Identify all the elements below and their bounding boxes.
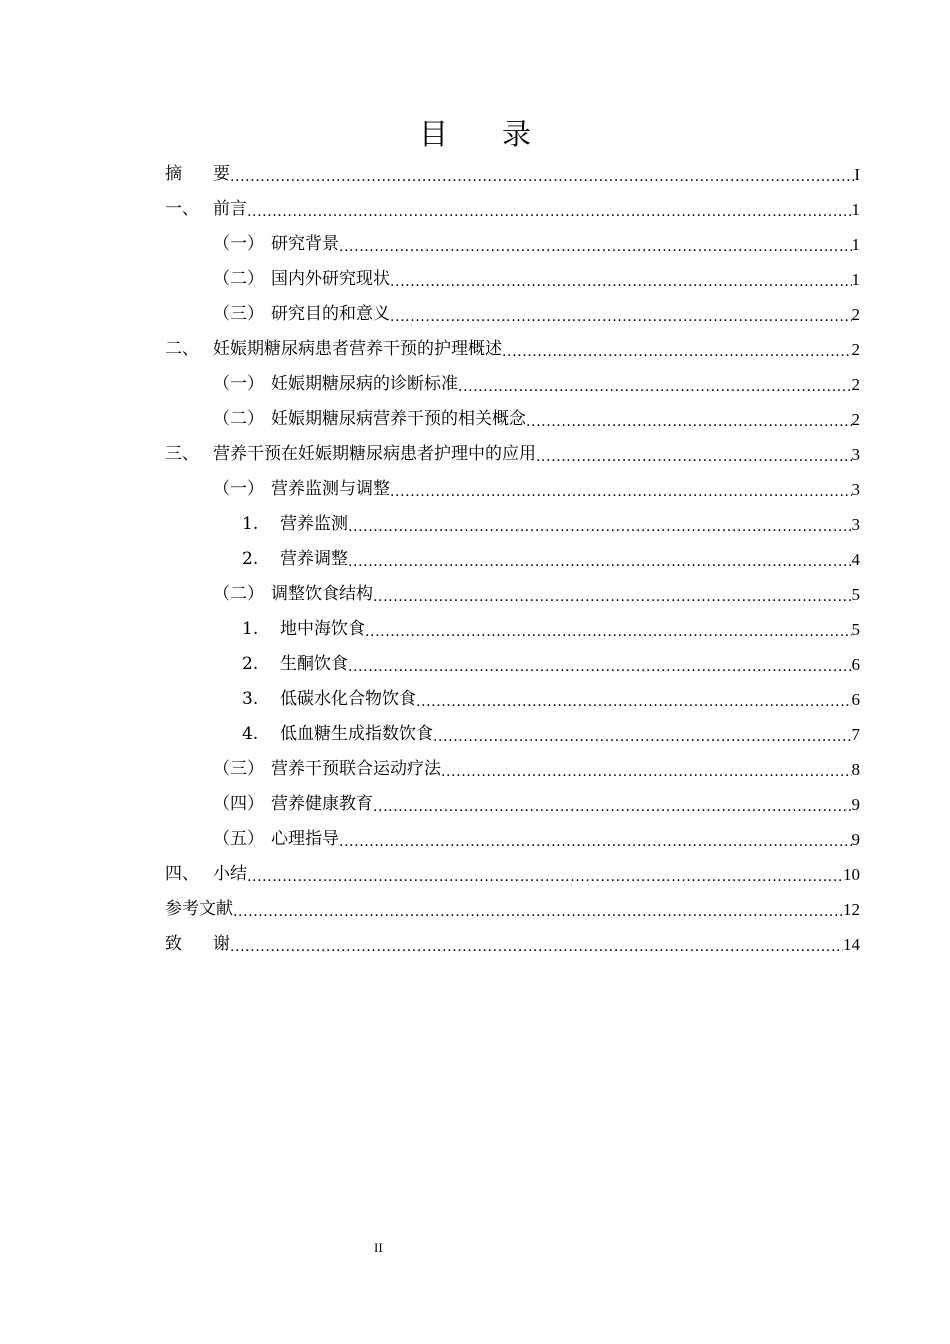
toc-entry[interactable] [165,437,860,472]
toc-entry-label: 生酮饮食 [280,654,348,674]
toc-entry-page: 3 [851,515,860,534]
toc-entry-page: 7 [851,725,860,744]
toc-dot-leader [348,542,852,577]
toc-entry-label: 营养监测 [280,514,348,534]
title-char-2: 录 [502,117,532,151]
toc-entry-label: 调整饮食结构 [271,584,373,604]
toc-entry-page: 4 [851,550,860,569]
toc-entry-number: 摘 [165,164,182,184]
toc-dot-leader [526,402,852,437]
toc-entry-number: 二、 [165,339,199,359]
toc-entry[interactable] [165,402,860,437]
toc-entry[interactable] [165,822,860,857]
toc-entry-label: 前言 [213,199,247,219]
toc-entry-label: 妊娠期糖尿病患者营养干预的护理概述 [213,339,502,359]
toc-dot-leader [365,612,852,647]
toc-entry-number: 2. [242,654,259,674]
toc-dot-leader [233,892,843,927]
toc-entry-page: 6 [851,655,860,674]
toc-dot-leader [339,822,852,857]
toc-entry-page: 1 [851,200,860,219]
toc-entry[interactable] [165,892,860,927]
toc-entry-number: 致 [165,934,182,954]
toc-entry-page: 2 [851,305,860,324]
toc-dot-leader [536,437,852,472]
toc-entry[interactable] [165,507,860,542]
title-char-1: 目 [418,117,448,151]
toc-entry-page: 10 [843,865,860,884]
toc-dot-leader [247,192,852,227]
toc-entry-page: 2 [851,375,860,394]
toc-entry-page: I [854,165,860,184]
toc-entry-label: 营养干预联合运动疗法 [271,759,441,779]
toc-entry[interactable] [165,157,860,192]
toc-dot-leader [230,157,854,192]
toc-entry-page: 12 [843,900,860,919]
toc-dot-leader [390,262,852,297]
page-footer-number: II [374,1240,383,1255]
toc-entry[interactable] [165,192,860,227]
toc-entry[interactable] [165,857,860,892]
toc-entry-label: 要 [213,164,230,184]
toc-entry[interactable] [165,227,860,262]
toc-entry[interactable] [165,682,860,717]
toc-entry-label: 谢 [213,934,230,954]
toc-entry-label: 研究背景 [271,234,339,254]
toc-entry[interactable] [165,787,860,822]
toc-entry-number: 三、 [165,444,199,464]
table-of-contents [165,157,860,962]
toc-entry-page: 9 [851,795,860,814]
toc-dot-leader [390,472,852,507]
toc-entry-label: 营养监测与调整 [271,479,390,499]
toc-entry-number: （一） [213,479,264,499]
toc-entry-number: （一） [213,374,264,394]
toc-entry-page: 2 [851,410,860,429]
toc-entry-label: 低血糖生成指数饮食 [280,724,433,744]
toc-entry[interactable] [165,297,860,332]
toc-entry[interactable] [165,542,860,577]
page-title [0,112,950,153]
toc-entry-label: 地中海饮食 [280,619,365,639]
toc-dot-leader [373,577,852,612]
toc-entry-page: 14 [843,935,860,954]
toc-entry[interactable] [165,612,860,647]
toc-entry-number: 2. [242,549,259,569]
toc-entry-label: 小结 [213,864,247,884]
toc-entry-label: 低碳水化合物饮食 [280,689,416,709]
toc-dot-leader [433,717,852,752]
toc-entry-page: 6 [851,690,860,709]
toc-entry-number: 一、 [165,199,199,219]
toc-entry-page: 2 [851,340,860,359]
toc-entry-page: 9 [851,830,860,849]
toc-dot-leader [373,787,852,822]
toc-dot-leader [458,367,852,402]
toc-entry-number: （一） [213,234,264,254]
toc-entry-number: （四） [213,794,264,814]
toc-entry[interactable] [165,472,860,507]
toc-entry-label: 妊娠期糖尿病的诊断标准 [271,374,458,394]
toc-dot-leader [230,927,843,962]
toc-entry-label: 心理指导 [271,829,339,849]
toc-entry-number: （二） [213,269,264,289]
toc-entry-page: 1 [851,235,860,254]
toc-entry-page: 5 [851,620,860,639]
toc-entry[interactable] [165,752,860,787]
toc-entry-label: 妊娠期糖尿病营养干预的相关概念 [271,409,526,429]
toc-entry-number: （二） [213,409,264,429]
toc-entry[interactable] [165,927,860,962]
toc-entry-number: 1. [242,619,259,639]
toc-entry-page: 1 [851,270,860,289]
toc-dot-leader [416,682,852,717]
toc-entry-number: 1. [242,514,259,534]
toc-entry-number: （五） [213,829,264,849]
toc-dot-leader [441,752,852,787]
toc-entry[interactable] [165,332,860,367]
toc-dot-leader [390,297,852,332]
toc-entry-page: 3 [851,480,860,499]
toc-entry-number: 四、 [165,864,199,884]
toc-entry-label: 营养调整 [280,549,348,569]
toc-dot-leader [348,507,852,542]
toc-entry[interactable] [165,647,860,682]
toc-dot-leader [339,227,852,262]
toc-entry-number: （三） [213,759,264,779]
toc-entry-label: 参考文献 [165,899,233,919]
toc-entry[interactable] [165,717,860,752]
toc-entry[interactable] [165,367,860,402]
toc-entry-number: （二） [213,584,264,604]
toc-entry-page: 5 [851,585,860,604]
toc-entry[interactable] [165,577,860,612]
toc-entry-number: （三） [213,304,264,324]
toc-entry-label: 营养干预在妊娠期糖尿病患者护理中的应用 [213,444,536,464]
toc-dot-leader [502,332,852,367]
toc-entry[interactable] [165,262,860,297]
toc-dot-leader [348,647,852,682]
toc-entry-number: 3. [242,689,259,709]
toc-entry-label: 营养健康教育 [271,794,373,814]
toc-entry-label: 国内外研究现状 [271,269,390,289]
toc-entry-number: 4. [242,724,259,744]
toc-entry-page: 8 [851,760,860,779]
toc-dot-leader [247,857,843,892]
toc-entry-page: 3 [851,445,860,464]
toc-entry-label: 研究目的和意义 [271,304,390,324]
